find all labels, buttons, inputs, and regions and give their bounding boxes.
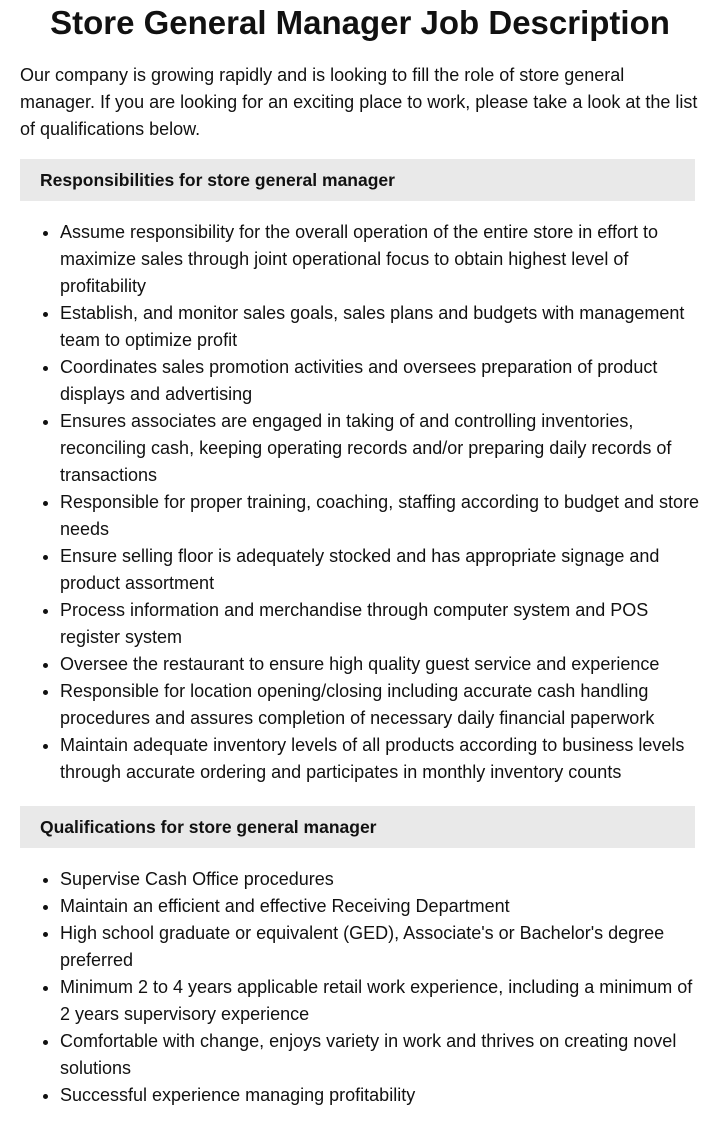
- list-item: • Assume responsibility for the overall operation of the entire store in effort to maximize sales through joint operational focus to obtain highest level of profitability: [60, 219, 700, 300]
- responsibilities-list: [20, 219, 700, 786]
- responsibilities-heading: Responsibilities for store general manager: [20, 159, 695, 201]
- list-item: • Maintain an efficient and effective Receiving Department: [60, 893, 700, 920]
- qualifications-list: [20, 866, 700, 1109]
- qualifications-heading: Qualifications for store general manager: [20, 806, 695, 848]
- list-item: • Process information and merchandise through computer system and POS register system: [60, 597, 700, 651]
- list-item: • Maintain adequate inventory levels of all products according to business levels through accurate ordering and participates in monthly inventory counts: [60, 732, 700, 786]
- list-item: • Successful experience managing profitability: [60, 1082, 700, 1109]
- page-title: Store General Manager Job Description: [50, 4, 670, 41]
- intro-text: Our company is growing rapidly and is looking to fill the role of store general manager. If you are looking for an exciting place to work, please take a look at the list of qualifications below.: [20, 65, 698, 139]
- list-item: • Responsible for proper training, coaching, staffing according to budget and store needs: [60, 489, 700, 543]
- list-item: • Ensures associates are engaged in taking of and controlling inventories, reconciling cash, keeping operating records and/or preparing daily records of transactions: [60, 408, 700, 489]
- list-item: • Oversee the restaurant to ensure high quality guest service and experience: [60, 651, 700, 678]
- list-item: • Ensure selling floor is adequately stocked and has appropriate signage and product assortment: [60, 543, 700, 597]
- list-item: • Responsible for location opening/closing including accurate cash handling procedures and assures completion of necessary daily financial paperwork: [60, 678, 700, 732]
- list-item: • Coordinates sales promotion activities and oversees preparation of product displays and advertising: [60, 354, 700, 408]
- list-item: • Minimum 2 to 4 years applicable retail work experience, including a minimum of 2 years supervisory experience: [60, 974, 700, 1028]
- list-item: • Comfortable with change, enjoys variety in work and thrives on creating novel solutions: [60, 1028, 700, 1082]
- list-item: • High school graduate or equivalent (GED), Associate's or Bachelor's degree preferred: [60, 920, 700, 974]
- list-item: • Supervise Cash Office procedures: [60, 866, 700, 893]
- list-item: • Establish, and monitor sales goals, sales plans and budgets with management team to optimize profit: [60, 300, 700, 354]
